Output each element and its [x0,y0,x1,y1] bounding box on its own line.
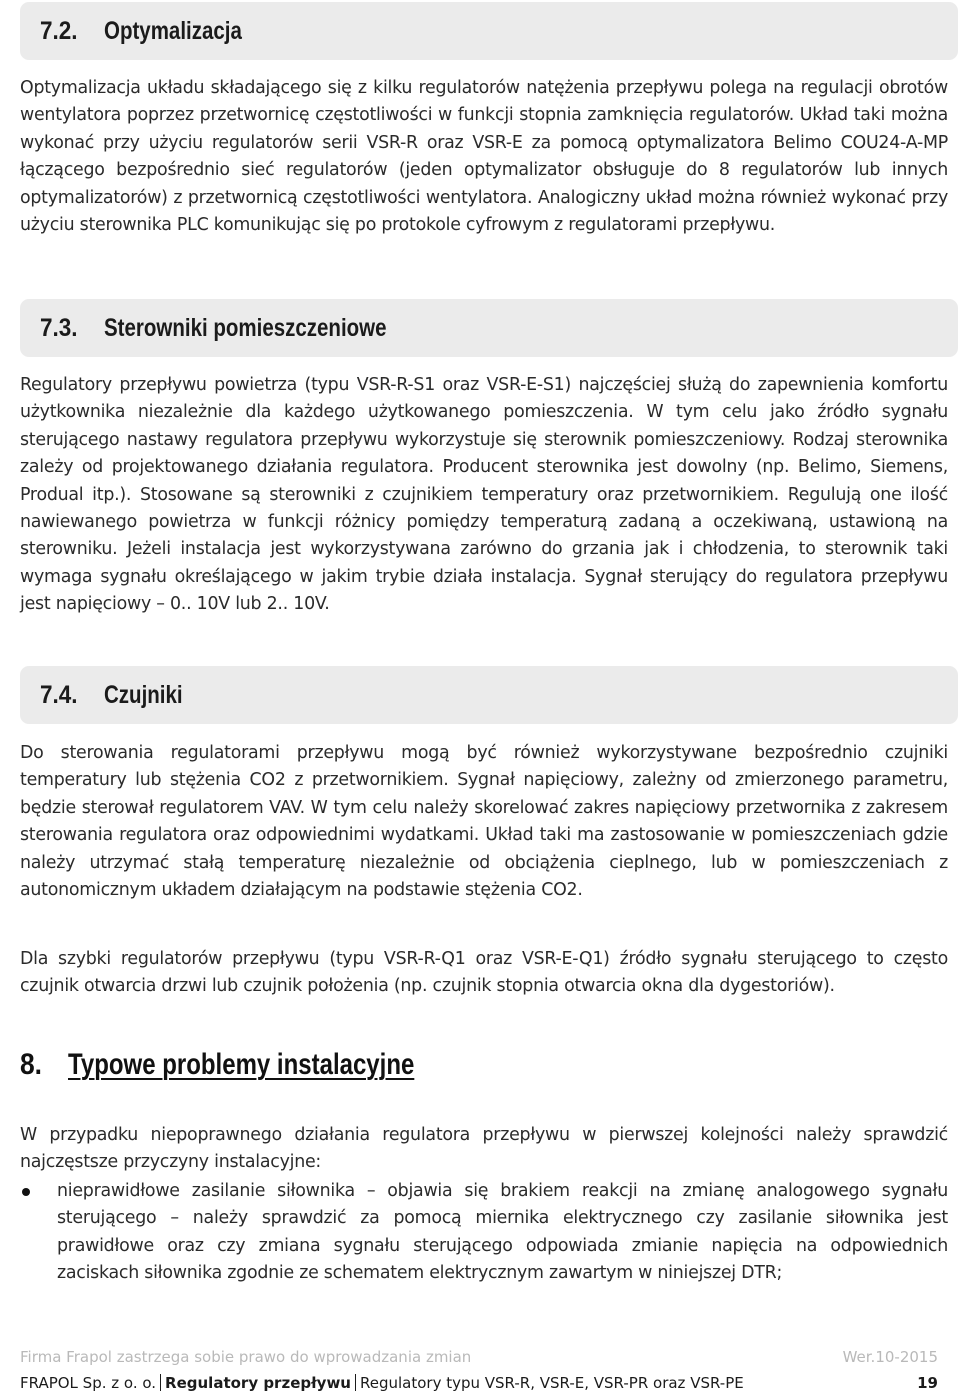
chapter-heading-8 [20,1044,501,1086]
footer-separator [355,1374,356,1391]
section-number: 7.2. [40,16,78,45]
footer-version: Wer.10-2015 [842,1348,938,1366]
footer-disclaimer: Firma Frapol zastrzega sobie prawo do wprowadzania zmian [20,1348,472,1366]
section-number: 7.3. [40,313,78,342]
footer-separator [160,1374,161,1391]
section-title: Czujniki [104,680,183,709]
section-heading-7-3 [20,299,958,357]
paragraph-czujniki-2: Dla szybki regulatorów przepływu (typu VSR-R-Q1 oraz VSR-E-Q1) źródło sygnału sterującego to często czujnik otwarcia drzwi lub czujnik położenia (np. czujnik stopnia otwarcia okna dla dygestoriów). [20,949,948,997]
footer-watermark [20,1348,938,1366]
bullet-dot-icon [22,1188,30,1196]
footer-bar [20,1374,938,1392]
paragraph-chapter-intro: W przypadku niepoprawnego działania regulatora przepływu w pierwszej kolejności należy sprawdzić najczęstsze przyczyny instalacyjne: [20,1125,948,1173]
chapter-number: 8. [20,1048,43,1081]
list-item [20,1178,948,1288]
section-heading-7-2 [20,2,958,60]
paragraph-optymalizacja: Optymalizacja układu składającego się z kilku regulatorów natężenia przepływu polega na regulacji obrotów wentylatora poprzez przetwornicę częstotliwości w funkcji stopnia zamknięcia regulatorów. Układ taki można wykonać przy użyciu regulatorów serii VSR-R oraz VSR-E za pomocą optymalizatora Belimo COU24-A-MP łączącego bezpośrednio sieć regulatorów (jeden optymalizator obsługuje do 8 regulatorów lub innych optymalizatorów) z przetwornicą częstotliwości wentylatora. Analogiczny układ można również wykonać przy użyciu sterownika PLC komunikując się po protokole cyfrowym z regulatorami przepływu. [20,78,948,236]
section-title: Sterowniki pomieszczeniowe [104,313,387,342]
list-item-text: nieprawidłowe zasilanie siłownika – objawia się brakiem reakcji na zmianę analogowego sygnału sterującego – należy sprawdzić za pomocą miernika elektrycznego czy zasilanie siłownika jest prawidłowe oraz czy zmiana sygnału sterującego odpowiada zmianie napięcia na odpowiednich zaciskach siłownika zgodnie ze schematem elektrycznym zawartym w niniejszej DTR; [57,1181,948,1284]
section-title: Optymalizacja [104,16,242,45]
footer-product: Regulatory typu VSR-R, VSR-E, VSR-PR oraz VSR-PE [359,1374,744,1392]
section-number: 7.4. [40,680,78,709]
page-number: 19 [917,1374,938,1392]
paragraph-czujniki-1: Do sterowania regulatorami przepływu mogą być również wykorzystywane bezpośrednio czujniki temperatury lub stężenia CO2 z przetwornikiem. Sygnał napięciowy, zależny od zmierzonego parametru, będzie sterował regulatorem VAV. W tym celu należy skorelować zakres napięciowy przetwornika z zakresem sterowania regulatora oraz odpowiednimi wydatkami. Układ taki ma zastosowanie w pomieszczeniach gdzie należy utrzymać stałą temperaturę niezależnie od obciążenia cieplnego, lub w pomieszczeniach z autonomicznym układem działającym na podstawie stężenia CO2. [20,743,948,901]
chapter-title: Typowe problemy instalacyjne [68,1048,415,1081]
footer-company: FRAPOL Sp. z o. o. [20,1374,157,1392]
paragraph-sterowniki: Regulatory przepływu powietrza (typu VSR-R-S1 oraz VSR-E-S1) najczęściej służą do zapewnienia komfortu użytkownika niezależnie dla każdego użytkowanego pomieszczenia. W tym celu jako źródło sygnału sterującego nastawy regulatora przepływu wykorzystuje się sterownik pomieszczeniowy. Rodzaj sterownika zależy od projektowanego działania regulatora. Producent sterownika jest dowolny (np. Belimo, Siemens, Produal itp.). Stosowane są sterowniki z czujnikiem temperatury oraz przetwornikiem. Regulują one ilość nawiewanego powietrza w funkcji różnicy pomiędzy temperaturą zadaną a oczekiwaną, ustawioną na sterowniku. Jeżeli instalacja jest wykorzystywana zarówno do grzania jak i chłodzenia, to sterownik taki wymaga sygnału określającego w jakim trybie działa instalacja. Sygnał sterujący do regulatora przepływu jest napięciowy – 0.. 10V lub 2.. 10V. [20,375,948,615]
problem-list [20,1178,948,1288]
footer-info [20,1374,744,1392]
section-heading-7-4 [20,666,958,724]
footer-category: Regulatory przepływu [165,1374,351,1392]
